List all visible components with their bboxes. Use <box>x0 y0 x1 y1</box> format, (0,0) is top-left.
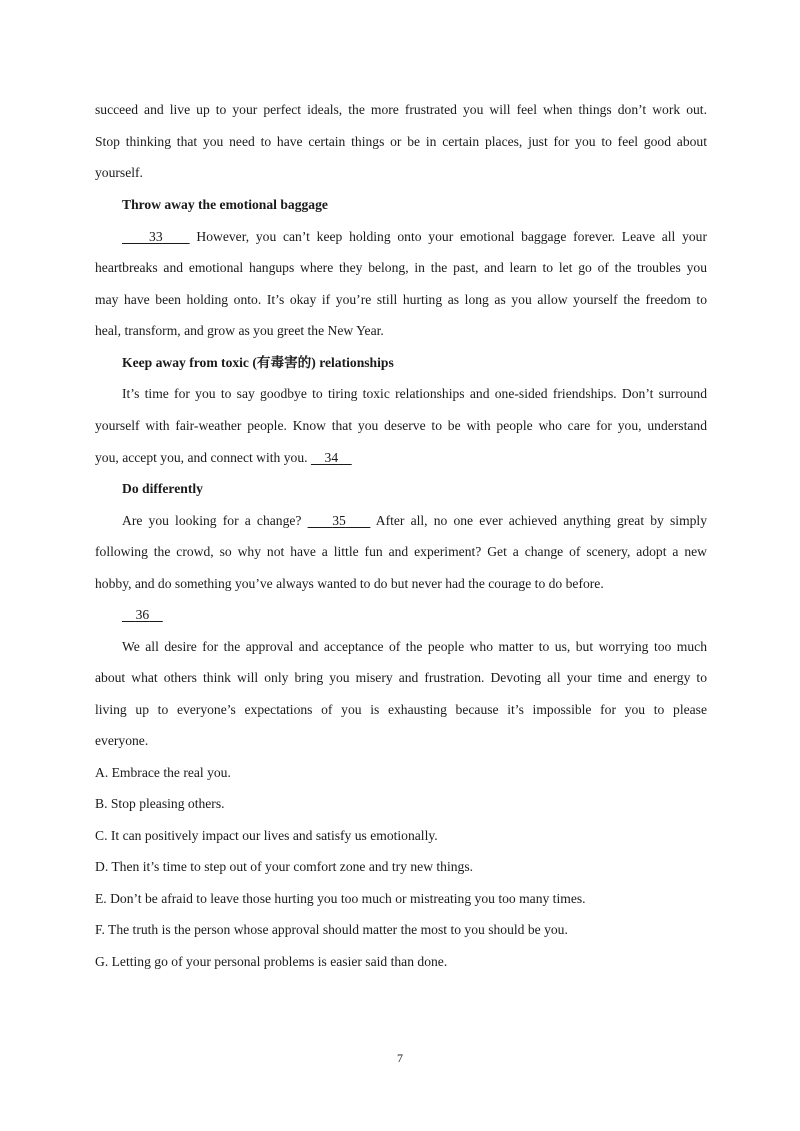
option-b: B. Stop pleasing others. <box>95 796 225 811</box>
option-a: A. Embrace the real you. <box>95 765 231 780</box>
paragraph-line <box>122 513 707 529</box>
option-f: F. The truth is the person whose approval should matter the most to you should be you. <box>95 922 568 937</box>
paragraph-line: It’s time for you to say goodbye to tiring toxic relationships and one-sided friendships. Don’t surround <box>122 386 707 401</box>
paragraph-line: hobby, and do something you’ve always wanted to do but never had the courage to do before. <box>95 576 604 591</box>
intro-line: yourself. <box>95 165 143 180</box>
option-d: D. Then it’s time to step out of your comfort zone and try new things. <box>95 859 474 874</box>
paragraph-line: following the crowd, so why not have a little fun and experiment? Get a change of scenery, adopt a new <box>95 544 707 559</box>
option-g: G. Letting go of your personal problems is easier said than done. <box>95 954 448 969</box>
paragraph-text: After all, no one ever achieved anything great by simply <box>370 513 708 528</box>
option-e: E. Don’t be afraid to leave those hurting you too much or mistreating you too many times. <box>95 891 586 906</box>
section-heading: Throw away the emotional baggage <box>122 197 328 212</box>
section-heading: Keep away from toxic (有毒害的) relationships <box>122 355 394 370</box>
paragraph-line: about what others think will only bring you misery and frustration. Devoting all your time and energy to <box>95 670 707 685</box>
intro-line: succeed and live up to your perfect ideals, the more frustrated you will feel when things don’t work out. <box>95 102 707 117</box>
section-heading: Do differently <box>122 481 203 496</box>
intro-line: Stop thinking that you need to have certain things or be in certain places, just for you to feel good about <box>95 134 707 149</box>
paragraph-line: heal, transform, and grow as you greet the New Year. <box>95 323 384 338</box>
blank-number: 35 <box>332 513 346 528</box>
answer-blank <box>122 607 163 622</box>
paragraph-line <box>95 450 707 466</box>
blank-number: 34 <box>324 450 339 465</box>
paragraph-line: everyone. <box>95 733 149 748</box>
option-c: C. It can positively impact our lives and satisfy us emotionally. <box>95 828 438 843</box>
page-number: 7 <box>397 1051 403 1065</box>
paragraph-line: living up to everyone’s expectations of you is exhausting because it’s impossible for you to please <box>95 702 707 717</box>
section-heading-blank <box>122 607 707 623</box>
paragraph-line: may have been holding onto. It’s okay if you’re still hurting as long as you allow yourself the freedom to <box>95 292 707 307</box>
paragraph-line: We all desire for the approval and acceptance of the people who matter to us, but worrying too much <box>122 639 707 654</box>
blank-number: 36 <box>135 607 150 622</box>
paragraph-line: yourself with fair-weather people. Know that you deserve to be with people who care for you, understand <box>95 418 707 433</box>
answer-blank <box>308 513 371 528</box>
answer-blank <box>311 450 352 465</box>
paragraph-line <box>122 229 707 245</box>
paragraph-line: heartbreaks and emotional hangups where they belong, in the past, and learn to let go of the troubles you <box>95 260 707 275</box>
answer-blank <box>122 229 190 244</box>
paragraph-text: Are you looking for a change? <box>122 513 308 528</box>
paragraph-text: you, accept you, and connect with you. <box>95 450 311 465</box>
paragraph-text: However, you can’t keep holding onto your emotional baggage forever. Leave all your <box>189 229 708 244</box>
blank-number: 33 <box>149 229 163 244</box>
